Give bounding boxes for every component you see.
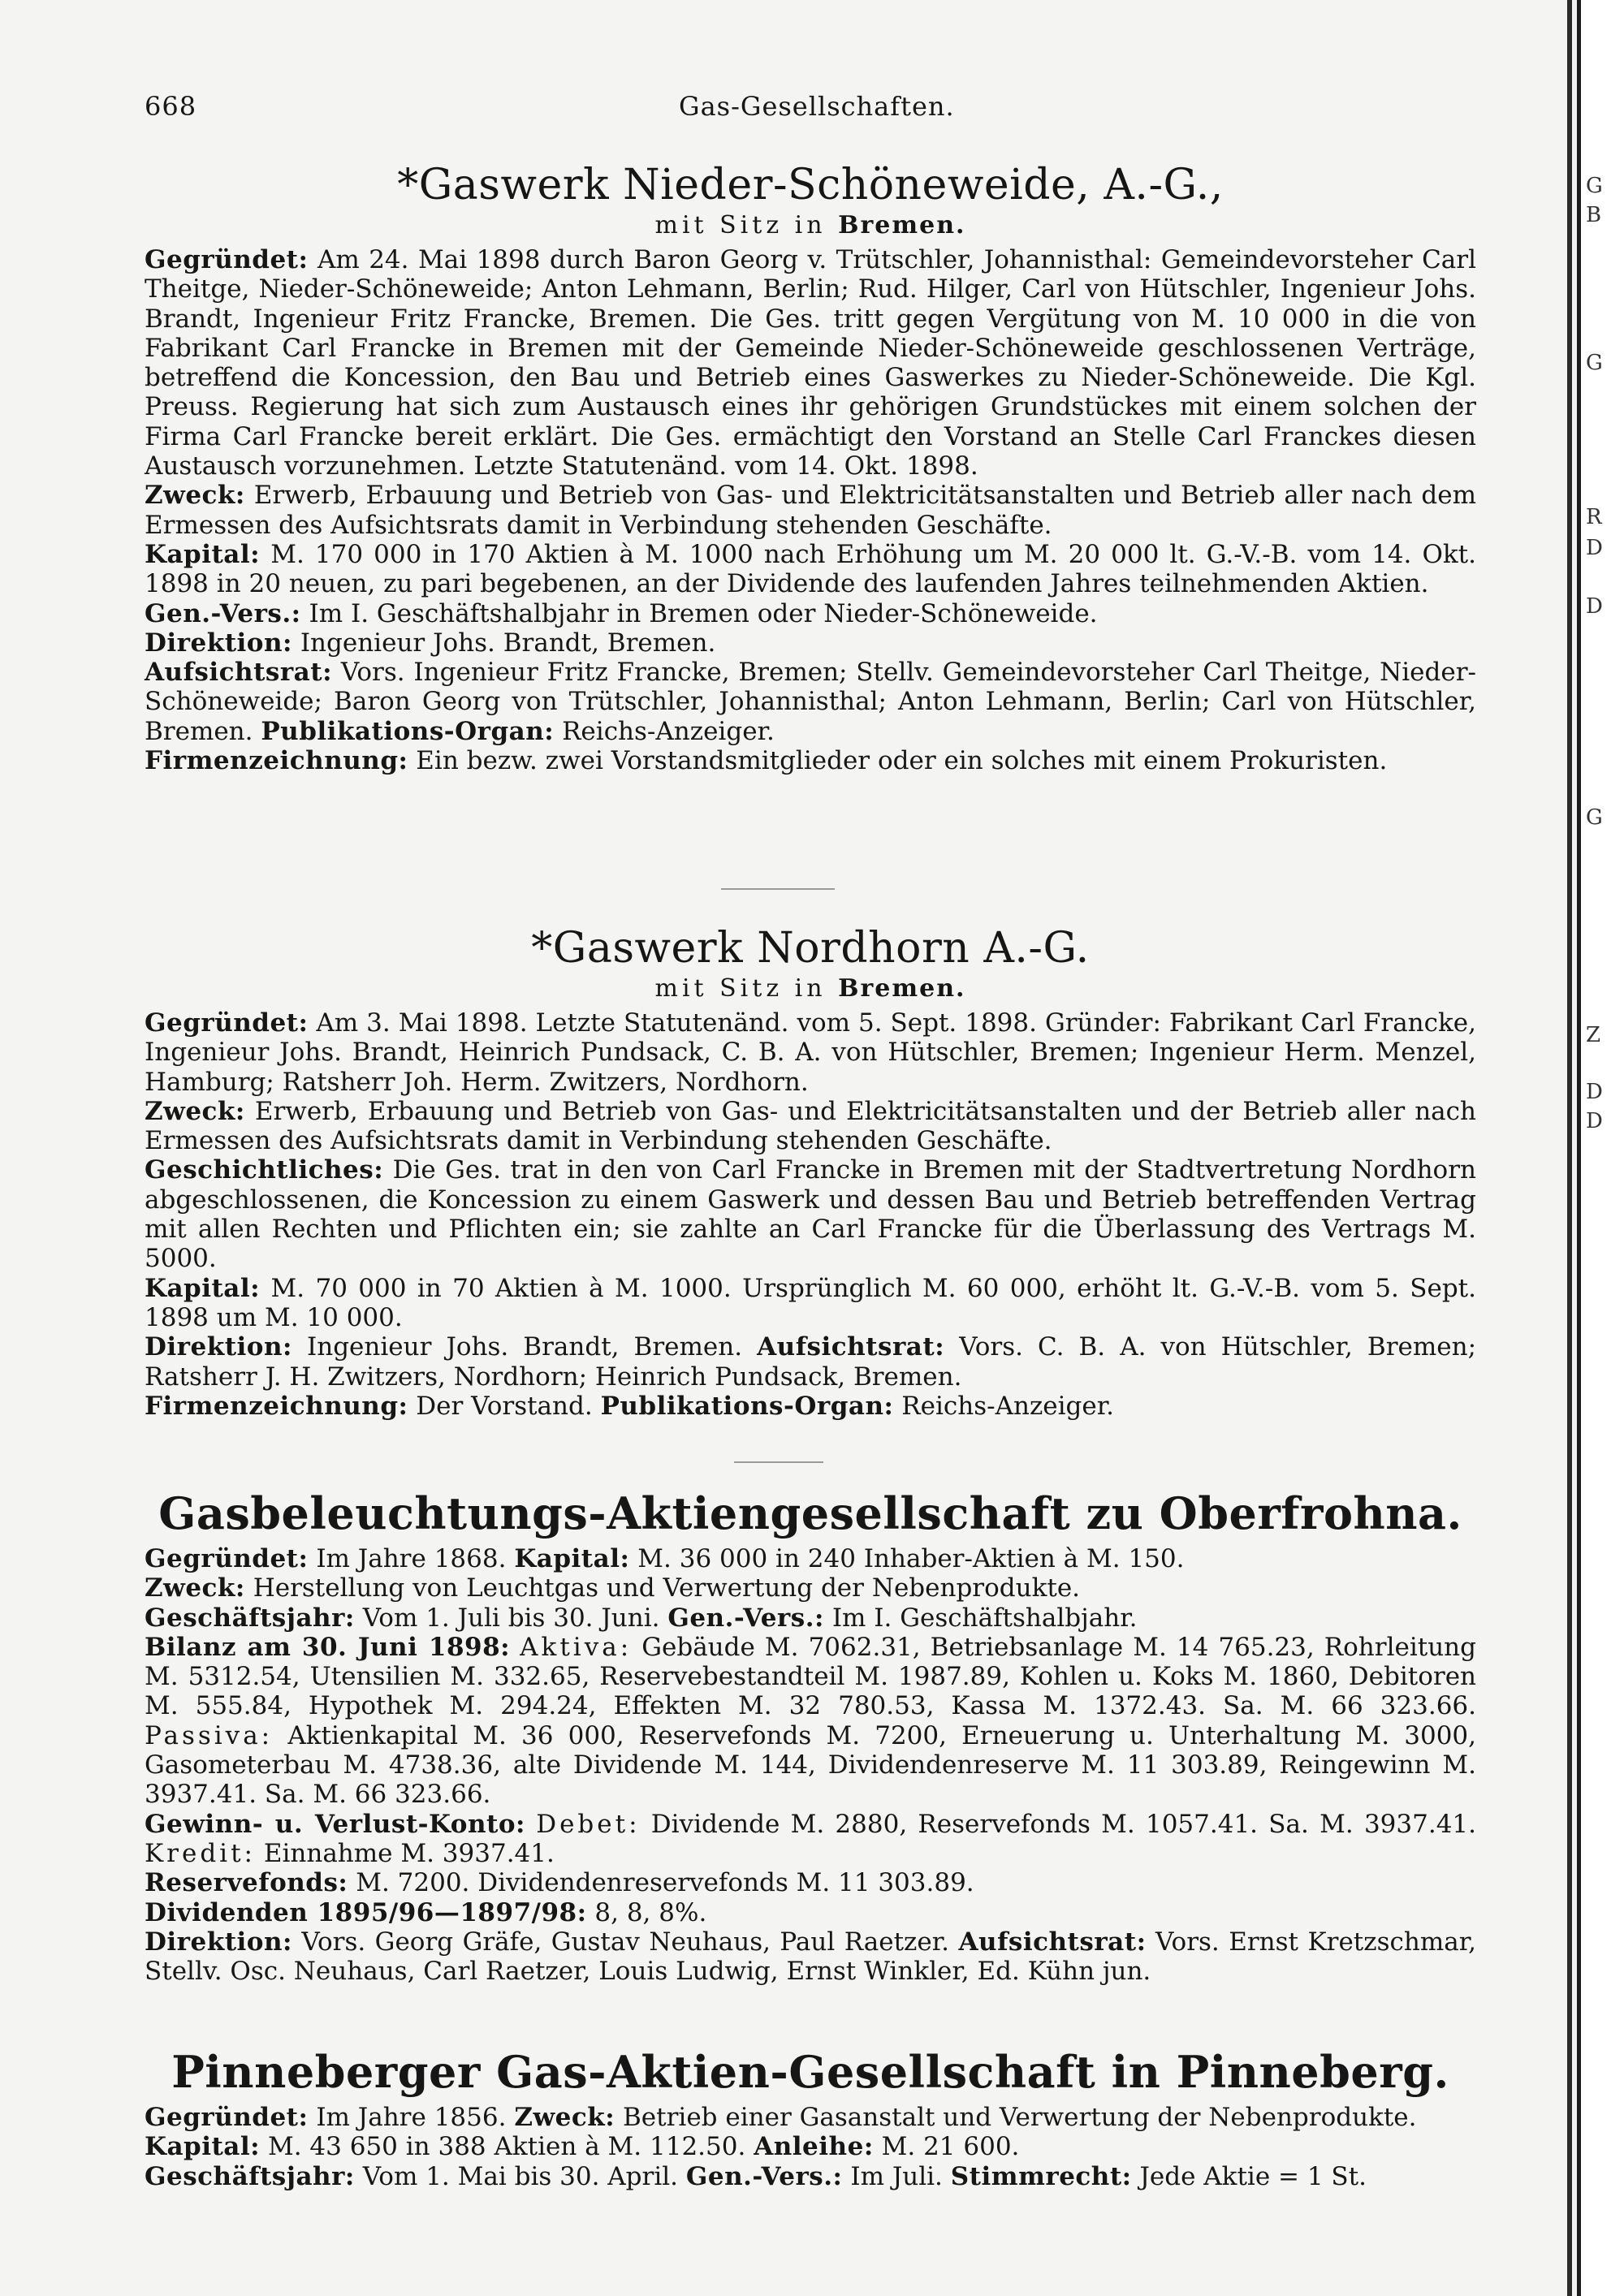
entry-label: Geschäftsjahr: xyxy=(145,1603,355,1633)
entry-zweck xyxy=(145,1573,1476,1603)
company-title: *Gaswerk Nordhorn A.-G. xyxy=(531,924,1090,973)
entry-inline-text: Jede Aktie = 1 St. xyxy=(1139,2161,1367,2191)
entry-inline-text: M. 36 000 in 240 Inhaber-Aktien à M. 150. xyxy=(637,1544,1185,1573)
entry-inline-label: Aufsichtsrat: xyxy=(757,1332,945,1362)
company-entry xyxy=(145,922,1476,1421)
entry-label: Gegründet: xyxy=(145,2103,309,2132)
margin-fragment: D xyxy=(1586,536,1603,560)
company-entry xyxy=(145,2046,1476,2191)
entry-inline-label: Publikations-Organ: xyxy=(261,716,555,746)
entry-text: Am 3. Mai 1898. Letzte Statutenänd. vom 5. Sept. 1898. Gründer: Fabrikant Carl Francke, Ingenieur Johs. Brandt, Heinrich Pundsack, C. B. A. von Hütschler, Bremen; Ingenieur Herm. Menzel, Hamburg; Ratsherr Joh. Herm. Zwitzers, Nordhorn. xyxy=(145,1008,1476,1097)
entry-inline-text: Im Juli. xyxy=(850,2161,943,2191)
entry-label: Dividenden 1895/96—1897/98: xyxy=(145,1897,587,1927)
entry-spaced-label: Aktiva: xyxy=(520,1632,633,1662)
company-seat xyxy=(145,211,1476,240)
entry-firmenzeichnung xyxy=(145,1392,1476,1421)
entry-inline-label: Aufsichtsrat: xyxy=(958,1927,1147,1957)
margin-fragment: G xyxy=(1586,174,1603,198)
entry-spaced-label: Passiva: xyxy=(145,1720,274,1750)
running-head: Gas-Gesellschaften. xyxy=(679,91,955,122)
company-seat xyxy=(145,974,1476,1003)
entry-direktion xyxy=(145,1927,1476,1987)
section-divider xyxy=(734,1461,823,1463)
entry-inline-text: Aktienkapital M. 36 000, Reservefonds M. 7200, Erneuerung u. Unterhaltung M. 3000, Gasometerbau M. 4738.36, alte Dividende M. 144, Dividendenreserve M. 11 303.89, Reingewinn M. 3937.41. Sa. M. 66 323.66. xyxy=(145,1720,1476,1810)
entry-geschaeftsjahr xyxy=(145,2162,1476,2191)
entry-gen-vers xyxy=(145,599,1476,628)
entry-inline-text: Vors. Ernst Kretzschmar, Stellv. Osc. Neuhaus, Carl Raetzer, Louis Ludwig, Ernst Winkler, Ed. Kühn jun. xyxy=(145,1927,1476,1987)
entry-reservefonds xyxy=(145,1868,1476,1897)
entry-text: Der Vorstand. xyxy=(416,1391,593,1421)
entry-inline-label: Anleihe: xyxy=(754,2132,874,2162)
entry-label: Kapital: xyxy=(145,2132,261,2162)
entry-bilanz xyxy=(145,1633,1476,1810)
seat-city: Bremen. xyxy=(838,974,966,1003)
entry-zweck xyxy=(145,1097,1476,1156)
entry-text: Gebäude M. 7062.31, Betriebsanlage M. 14 765.23, Rohrleitung M. 5312.54, Utensilien M. 332.65, Reservebestandteil M. 1987.89, Kohlen u. Koks M. 1860, Debitoren M. 555.84, Hypothek M. 294.24, Effekten M. 32 780.53, Kassa M. 1372.43. Sa. M. 66 323.66. xyxy=(145,1632,1476,1721)
entry-gegruendet xyxy=(145,2103,1476,2132)
company-title: Pinneberger Gas-Aktien-Gesellschaft in Pinneberg. xyxy=(171,2046,1449,2098)
entry-gegruendet xyxy=(145,1544,1476,1573)
margin-fragment: G xyxy=(1586,805,1603,830)
entry-text: Dividende M. 2880, Reservefonds M. 1057.41. Sa. M. 3937.41. xyxy=(650,1809,1477,1839)
entry-label: Direktion: xyxy=(145,1332,292,1362)
entry-gewinn-verlust xyxy=(145,1810,1476,1869)
entry-inline-text: Reichs-Anzeiger. xyxy=(901,1391,1115,1421)
entry-label: Zweck: xyxy=(145,481,245,511)
entry-inline-text: Einnahme M. 3937.41. xyxy=(263,1838,555,1868)
entry-inline-label: Stimmrecht: xyxy=(950,2161,1132,2191)
entry-text: Erwerb, Erbauung und Betrieb von Gas- und Elektricitätsanstalten und Betrieb aller nach dem Ermessen des Aufsichtsrats damit in Verbindung stehenden Geschäfte. xyxy=(145,481,1477,540)
entry-text: M. 43 650 in 388 Aktien à M. 112.50. xyxy=(267,2132,746,2162)
entry-spaced-label: Kredit: xyxy=(145,1838,256,1868)
entry-text: Vom 1. Juli bis 30. Juni. xyxy=(362,1603,660,1633)
entry-text: Im I. Geschäftshalbjahr in Bremen oder Nieder-Schöneweide. xyxy=(309,598,1098,628)
seat-prefix: mit Sitz in xyxy=(654,211,827,240)
entry-text: Ingenieur Johs. Brandt, Bremen. xyxy=(300,628,716,658)
entry-inline-text: Reichs-Anzeiger. xyxy=(562,716,775,746)
entry-label: Gen.-Vers.: xyxy=(145,598,301,628)
margin-fragment: D xyxy=(1586,1109,1603,1133)
company-title: Gasbeleuchtungs-Aktiengesellschaft zu Oberfrohna. xyxy=(158,1487,1462,1539)
entry-label: Kapital: xyxy=(145,1273,261,1303)
margin-fragment: G xyxy=(1586,351,1603,375)
entry-text: Ein bezw. zwei Vorstandsmitglieder oder ein solches mit einem Prokuristen. xyxy=(416,746,1388,776)
page-gutter-rule xyxy=(1567,0,1572,2296)
entry-text: 8, 8, 8%. xyxy=(594,1897,707,1927)
entry-inline-text: Betrieb einer Gasanstalt und Verwertung der Nebenprodukte. xyxy=(623,2103,1417,2132)
entry-text: Herstellung von Leuchtgas und Verwertung der Nebenprodukte. xyxy=(253,1573,1081,1603)
entry-text: Erwerb, Erbauung und Betrieb von Gas- und Elektricitätsanstalten und der Betrieb aller nach Ermessen des Aufsichtsrats damit in Verbindung stehenden Geschäfte. xyxy=(145,1096,1476,1156)
entry-label: Bilanz am 30. Juni 1898: xyxy=(145,1632,511,1662)
entry-kapital xyxy=(145,1274,1476,1333)
entry-gegruendet xyxy=(145,1008,1476,1097)
entry-text: Im Jahre 1868. xyxy=(316,1544,507,1573)
entry-inline-label: Publikations-Organ: xyxy=(600,1391,894,1421)
entry-label: Gegründet: xyxy=(145,1544,309,1573)
entry-label: Firmenzeichnung: xyxy=(145,1391,408,1421)
section-divider xyxy=(721,888,835,890)
entry-kapital xyxy=(145,540,1476,599)
entry-label: Aufsichtsrat: xyxy=(145,658,333,688)
entry-label: Zweck: xyxy=(145,1096,245,1126)
entry-label: Kapital: xyxy=(145,539,261,569)
entry-gegruendet xyxy=(145,245,1476,481)
entry-label: Direktion: xyxy=(145,1927,292,1957)
entry-inline-label: Kapital: xyxy=(514,1544,630,1573)
margin-fragment: R xyxy=(1586,505,1602,529)
entry-text: Vors. Ingenieur Fritz Francke, Bremen; Stellv. Gemeindevorsteher Carl Theitge, Nieder-Schöneweide; Baron Georg von Trütschler, Johannisthal; Anton Lehmann, Berlin; Carl von Hütschler, Bremen. xyxy=(145,658,1476,746)
entry-dividenden xyxy=(145,1898,1476,1927)
entry-text: M. 170 000 in 170 Aktien à M. 1000 nach Erhöhung um M. 20 000 lt. G.-V.-B. vom 14. Okt. 1898 in 20 neuen, zu pari begebenen, an der Dividende des laufenden Jahres teilnehmenden Aktien. xyxy=(145,539,1476,599)
company-title: *Gaswerk Nieder-Schöneweide, A.-G., xyxy=(397,161,1224,209)
entry-text: Vors. Georg Gräfe, Gustav Neuhaus, Paul Raetzer. xyxy=(301,1927,950,1957)
seat-city: Bremen. xyxy=(838,211,966,240)
entry-inline-text: Im I. Geschäftshalbjahr. xyxy=(831,1603,1138,1633)
entry-spaced-label: Debet: xyxy=(536,1809,641,1839)
entry-zweck xyxy=(145,481,1476,540)
entry-inline-label: Gen.-Vers.: xyxy=(667,1603,824,1633)
entry-inline-label: Zweck: xyxy=(514,2103,615,2132)
margin-fragment: D xyxy=(1586,594,1603,619)
entry-text: Im Jahre 1856. xyxy=(316,2103,507,2132)
entry-label: Geschichtliches: xyxy=(145,1155,384,1185)
entry-label: Gegründet: xyxy=(145,1008,309,1038)
company-entry xyxy=(145,1487,1476,1986)
entry-text: M. 70 000 in 70 Aktien à M. 1000. Ursprünglich M. 60 000, erhöht lt. G.-V.-B. vom 5. Sept. 1898 um M. 10 000. xyxy=(145,1273,1476,1332)
entry-geschichtliches xyxy=(145,1155,1476,1273)
entry-inline-label: Gen.-Vers.: xyxy=(685,2161,843,2191)
entry-text: Ingenieur Johs. Brandt, Bremen. xyxy=(307,1332,743,1362)
entry-firmenzeichnung xyxy=(145,746,1476,775)
margin-fragment: Z xyxy=(1586,1023,1601,1047)
entry-label: Reservefonds: xyxy=(145,1868,348,1898)
margin-fragment: D xyxy=(1586,1080,1603,1104)
entry-text: Vom 1. Mai bis 30. April. xyxy=(362,2161,679,2191)
entry-text: M. 7200. Dividendenreservefonds M. 11 303.89. xyxy=(356,1868,974,1898)
entry-kapital xyxy=(145,2132,1476,2161)
entry-label: Gewinn- u. Verlust-Konto: xyxy=(145,1809,525,1839)
entry-label: Geschäftsjahr: xyxy=(145,2161,355,2191)
entry-aufsichtsrat xyxy=(145,658,1476,746)
seat-prefix: mit Sitz in xyxy=(654,974,827,1003)
entry-geschaeftsjahr xyxy=(145,1603,1476,1633)
entry-label: Direktion: xyxy=(145,628,292,658)
entry-text: Am 24. Mai 1898 durch Baron Georg v. Trütschler, Johannisthal: Gemeindevorsteher Carl Theitge, Nieder-Schöneweide; Anton Lehmann, Berlin; Rud. Hilger, Carl von Hütschler, Ingenieur Johs. Brandt, Ingenieur Fritz Francke, Bremen. Die Ges. tritt gegen Vergütung von M. 10 000 in die von Fabrikant Carl Francke in Bremen mit der Gemeinde Nieder-Schöneweide geschlossenen Verträge, betreffend die Koncession, den Bau und Betrieb eines Gaswerkes zu Nieder-Schöneweide. Die Kgl. Preuss. Regierung hat sich zum Austausch eines ihr gehörigen Grundstückes mit einem solchen der Firma Carl Francke bereit erklärt. Die Ges. ermächtigt den Vorstand an Stelle Carl Franckes diesen Austausch vorzunehmen. Letzte Statutenänd. vom 14. Okt. 1898. xyxy=(145,245,1476,481)
entry-direktion xyxy=(145,1332,1476,1392)
entry-text: Die Ges. trat in den von Carl Francke in Bremen mit der Stadtvertretung Nordhorn abgeschlossenen, die Koncession zu einem Gaswerk und dessen Bau und Betrieb betreffenden Vertrag mit allen Rechten und Pflichten ein; sie zahlte an Carl Francke für die Überlassung des Vertrags M. 5000. xyxy=(145,1155,1476,1274)
adjacent-page-edge xyxy=(1577,0,1624,2296)
entry-label: Zweck: xyxy=(145,1573,245,1603)
entry-inline-text: M. 21 600. xyxy=(881,2132,1020,2162)
company-entry xyxy=(145,159,1476,775)
entry-direktion xyxy=(145,628,1476,658)
entry-inline-text: Vors. C. B. A. von Hütschler, Bremen; Ratsherr J. H. Zwitzers, Nordhorn; Heinrich Pundsack, Bremen. xyxy=(145,1332,1477,1392)
entry-label: Firmenzeichnung: xyxy=(145,746,408,776)
page-number: 668 xyxy=(145,91,197,122)
margin-fragment: B xyxy=(1586,203,1602,227)
entry-label: Gegründet: xyxy=(145,245,309,274)
